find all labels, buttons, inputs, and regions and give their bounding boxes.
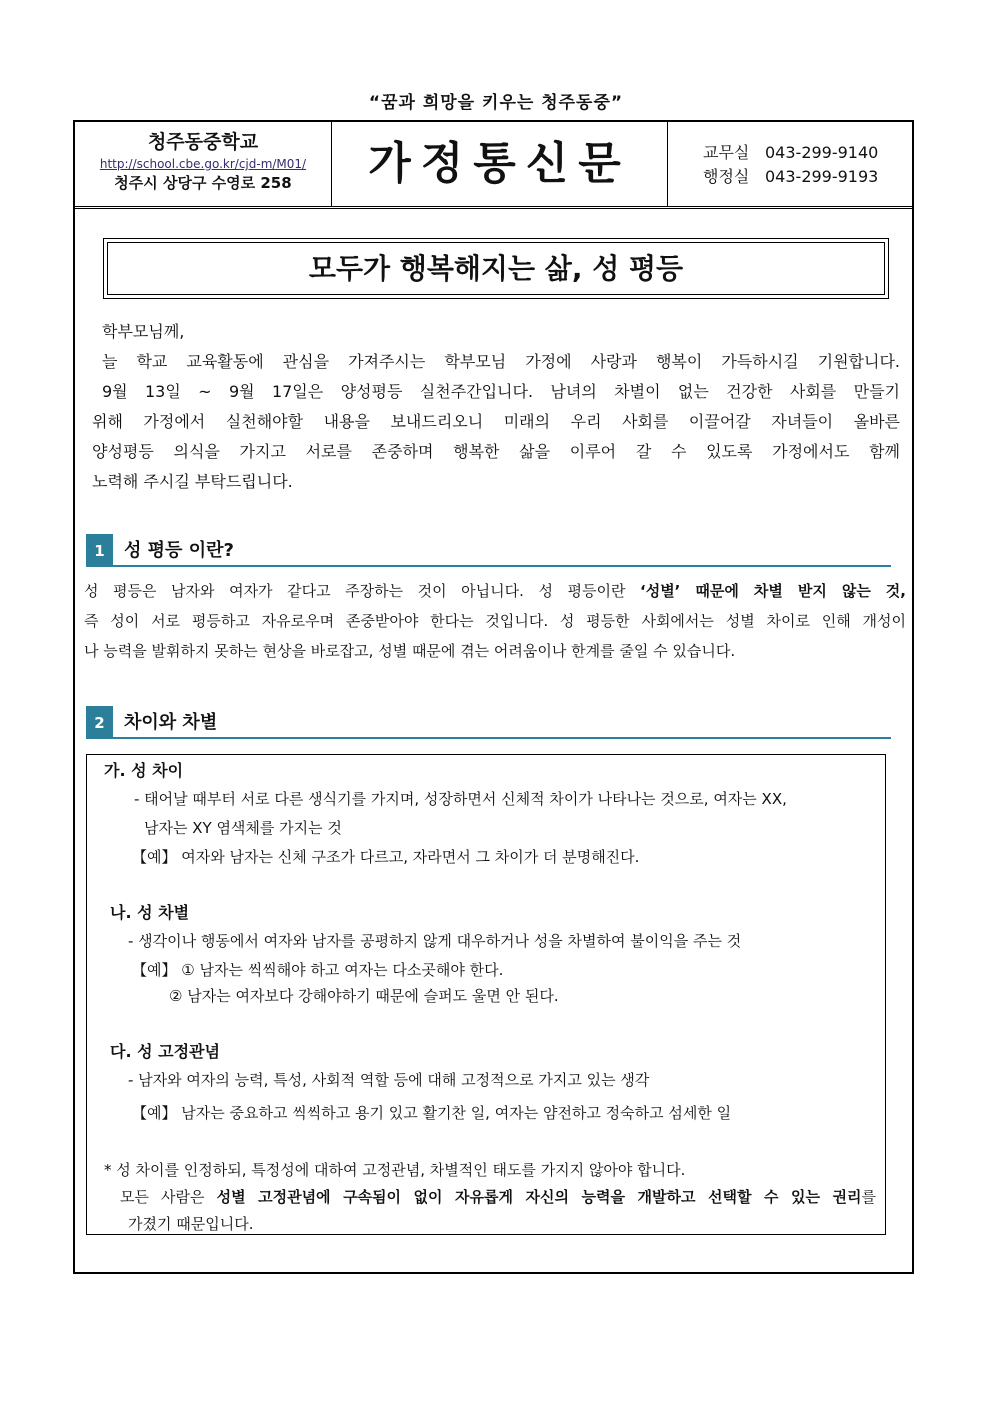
phone-number: 043-299-9193 bbox=[765, 167, 879, 186]
subsection-c-line: - 남자와 여자의 능력, 특성, 사회적 역할 등에 대해 고정적으로 가지고 있는 생각 bbox=[128, 1071, 650, 1089]
subsection-a-line: - 태어날 때부터 서로 다른 생식기를 가지며, 성장하면서 신체적 차이가 나타나는 것으로, 여자는 XX, bbox=[134, 790, 787, 808]
school-address: 청주시 상당구 수영로 258 bbox=[114, 174, 292, 192]
section-2-heading bbox=[86, 706, 891, 739]
document-title: 가정통신문 bbox=[368, 138, 631, 189]
section-1-body bbox=[84, 576, 906, 666]
emphasis-text: ‘성별’ 때문에 차별 받지 않는 것, bbox=[640, 582, 906, 600]
motto: “꿈과 희망을 키우는 청주동중” bbox=[368, 93, 624, 113]
contact-info bbox=[668, 122, 912, 206]
phone-line bbox=[703, 141, 912, 165]
header bbox=[75, 122, 912, 209]
subsection-b-heading: 나. 성 차별 bbox=[110, 903, 190, 922]
subsection-c-heading: 다. 성 고정관념 bbox=[110, 1042, 220, 1061]
phone-line bbox=[703, 165, 912, 189]
text-span: 를 bbox=[861, 1188, 876, 1206]
intro-line: 9월 13일 ~ 9월 17일은 양성평등 실천주간입니다. 남녀의 차별이 없는 건강한 사회를 만들기 bbox=[102, 382, 900, 401]
greeting: 학부모님께, bbox=[102, 322, 185, 341]
subsection-b-example: ② 남자는 여자보다 강해야하기 때문에 슬퍼도 울면 안 된다. bbox=[169, 987, 559, 1005]
section-title: 차이와 차별 bbox=[124, 712, 218, 733]
subsection-b-example: 【예】 ① 남자는 씩씩해야 하고 여자는 다소곳해야 한다. bbox=[132, 961, 504, 979]
text-span: 모든 사람은 bbox=[120, 1188, 217, 1206]
text-span: 성 평등은 남자와 여자가 같다고 주장하는 것이 아닙니다. 성 평등이란 bbox=[84, 582, 640, 600]
subsection-a-example: 【예】 여자와 남자는 신체 구조가 다르고, 자라면서 그 차이가 더 분명해진다. bbox=[132, 848, 640, 866]
subsection-c-example: 【예】 남자는 중요하고 씩씩하고 용기 있고 활기찬 일, 여자는 얌전하고 정숙하고 섬세한 일 bbox=[132, 1104, 732, 1122]
difference-discrimination-box bbox=[86, 754, 886, 1235]
banner-title: 모두가 행복해지는 삶, 성 평등 bbox=[107, 242, 885, 295]
banner bbox=[103, 238, 889, 299]
school-info bbox=[75, 122, 332, 206]
intro-letter bbox=[92, 317, 900, 497]
section-1-line: 나 능력을 발휘하지 못하는 현상을 바로잡고, 성별 때문에 겪는 어려움이나 한계를 줄일 수 있습니다. bbox=[84, 642, 736, 660]
newsletter-frame bbox=[73, 120, 914, 1274]
school-url-link[interactable]: http://school.cbe.go.kr/cjd-m/M01/ bbox=[99, 157, 307, 171]
section-number: 2 bbox=[86, 706, 113, 737]
section-1-line bbox=[84, 576, 906, 606]
subsection-a-line: 남자는 XY 염색체를 가지는 것 bbox=[144, 819, 342, 837]
school-name: 청주동중학교 bbox=[147, 131, 259, 153]
note-line: * 성 차이를 인정하되, 특정성에 대하여 고정관념, 차별적인 태도를 가지지 않아야 합니다. bbox=[104, 1161, 686, 1179]
phone-label: 행정실 bbox=[703, 167, 750, 186]
phone-number: 043-299-9140 bbox=[765, 143, 879, 162]
emphasis-text: 성별 고정관념에 구속됨이 없이 자유롭게 자신의 능력을 개발하고 선택할 수 있는 권리 bbox=[216, 1188, 862, 1206]
title-cell bbox=[332, 122, 668, 206]
intro-line: 양성평등 의식을 가지고 서로를 존중하며 행복한 삶을 이루어 갈 수 있도록 가정에서도 함께 bbox=[92, 442, 900, 461]
intro-line: 노력해 주시길 부탁드립니다. bbox=[92, 472, 293, 491]
section-number: 1 bbox=[86, 534, 113, 565]
subsection-b-line: - 생각이나 행동에서 여자와 남자를 공평하지 않게 대우하거나 성을 차별하여 불이익을 주는 것 bbox=[128, 932, 742, 950]
subsection-a-heading: 가. 성 차이 bbox=[104, 761, 184, 780]
section-title: 성 평등 이란? bbox=[124, 540, 234, 561]
note-line: 가졌기 때문입니다. bbox=[128, 1215, 254, 1233]
intro-line: 위해 가정에서 실천해야할 내용을 보내드리오니 미래의 우리 사회를 이끌어갈 자녀들이 올바른 bbox=[92, 412, 900, 431]
intro-line: 늘 학교 교육활동에 관심을 가져주시는 학부모님 가정에 사랑과 행복이 가득하시길 기원합니다. bbox=[102, 352, 900, 371]
section-1-heading bbox=[86, 534, 891, 567]
note-line bbox=[120, 1186, 876, 1207]
phone-label: 교무실 bbox=[703, 143, 750, 162]
section-1-line: 즉 성이 서로 평등하고 자유로우며 존중받아야 한다는 것입니다. 성 평등한 사회에서는 성별 차이로 인해 개성이 bbox=[84, 612, 906, 630]
